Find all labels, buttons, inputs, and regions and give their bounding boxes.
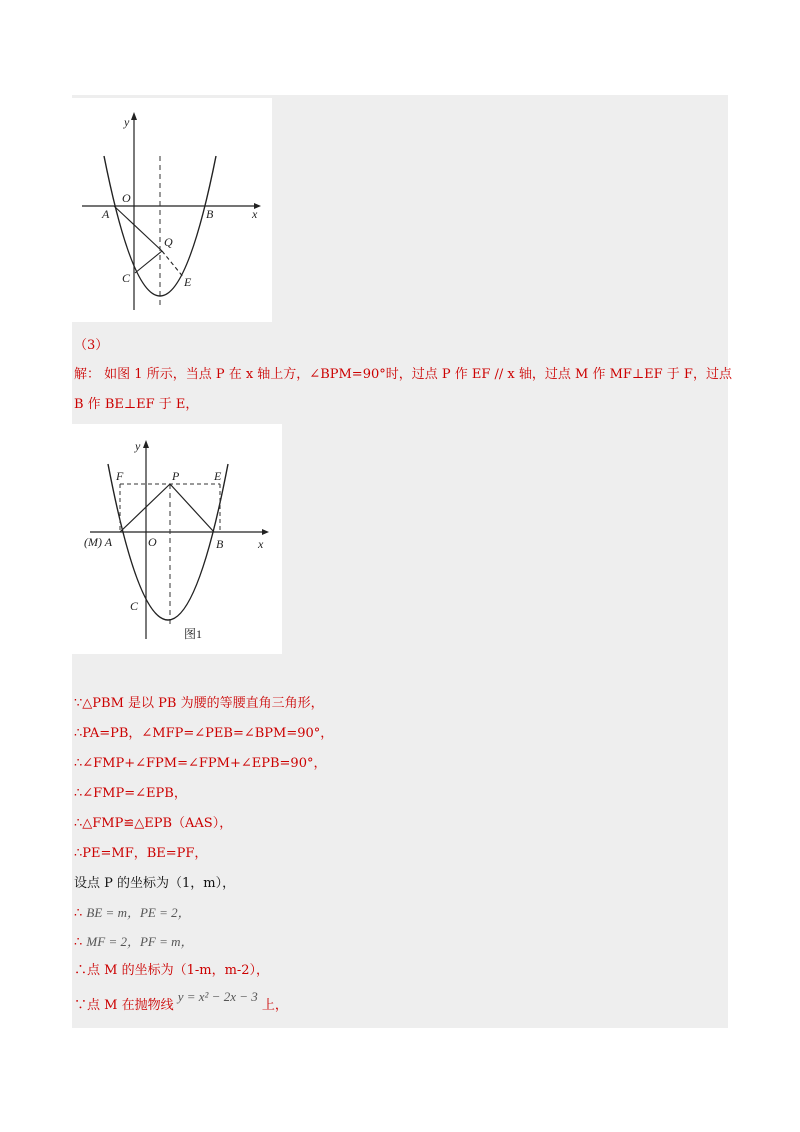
fig1-c-label: C bbox=[122, 271, 131, 285]
parabola-equation: y = x² − 2x − 3 bbox=[177, 989, 258, 1004]
fig1-e-label: E bbox=[184, 275, 192, 289]
fig2-x-label: x bbox=[258, 537, 264, 551]
fig2-f-label: F bbox=[116, 469, 124, 483]
figure-parabola-pbm bbox=[72, 424, 282, 654]
m-coord-line: ∴点 M 的坐标为（1-m，m-2）， bbox=[74, 963, 270, 978]
solution-text: 如图 1 所示，当点 P 在 x 轴上方，∠BPM=90°时，过点 P 作 EF // x 轴，过点 M 作 MF⊥EF 于 F，过点 bbox=[104, 367, 732, 382]
step-2: ∴PA=PB，∠MFP=∠PEB=∠BPM=90°， bbox=[74, 726, 334, 741]
eq2-prefix: ∴ bbox=[74, 935, 83, 950]
parabola-prefix: ∵点 M 在抛物线 bbox=[74, 998, 174, 1013]
solution-lead: 解： bbox=[74, 367, 101, 382]
solution-line-1 bbox=[74, 366, 732, 384]
eq1-line bbox=[74, 904, 191, 923]
step-3: ∴∠FMP+∠FPM=∠FPM+∠EPB=90°， bbox=[74, 756, 327, 771]
figure-1-svg bbox=[72, 98, 272, 322]
step-5: ∴△FMP≌△EPB（AAS）， bbox=[74, 816, 233, 831]
figure-parabola-aqe bbox=[72, 98, 272, 322]
fig1-x-label: x bbox=[252, 207, 258, 221]
eq1-prefix: ∴ bbox=[74, 906, 83, 921]
fig1-y-label: y bbox=[124, 115, 130, 129]
fig2-p-label: P bbox=[172, 469, 180, 483]
eq1-formula: BE = m，PE = 2， bbox=[86, 905, 191, 920]
fig2-e-label: E bbox=[214, 469, 222, 483]
figure-2-svg bbox=[72, 424, 282, 654]
eq2-line bbox=[74, 933, 194, 952]
fig1-q-label: Q bbox=[164, 235, 173, 249]
parabola-line bbox=[74, 989, 288, 1015]
part-label: （3） bbox=[74, 338, 109, 353]
step-6: ∴PE=MF，BE=PF， bbox=[74, 846, 208, 861]
set-point-line: 设点 P 的坐标为（1，m）， bbox=[74, 876, 236, 891]
fig2-o-label: O bbox=[148, 535, 157, 549]
fig1-o-label: O bbox=[122, 191, 131, 205]
fig1-b-label: B bbox=[206, 207, 214, 221]
fig2-m-a-label: (M) A bbox=[84, 535, 113, 549]
solution-line-2: B 作 BE⊥EF 于 E， bbox=[74, 397, 199, 412]
fig2-caption: 图1 bbox=[184, 627, 203, 641]
parabola-suffix: 上， bbox=[261, 998, 288, 1013]
fig2-c-label: C bbox=[130, 599, 139, 613]
step-1: ∵△PBM 是以 PB 为腰的等腰直角三角形， bbox=[74, 696, 324, 711]
fig2-b-label: B bbox=[216, 537, 224, 551]
eq2-formula: MF = 2，PF = m， bbox=[86, 934, 194, 949]
fig1-a-label: A bbox=[102, 207, 110, 221]
fig2-y-label: y bbox=[135, 439, 141, 453]
step-4: ∴∠FMP=∠EPB， bbox=[74, 786, 187, 801]
